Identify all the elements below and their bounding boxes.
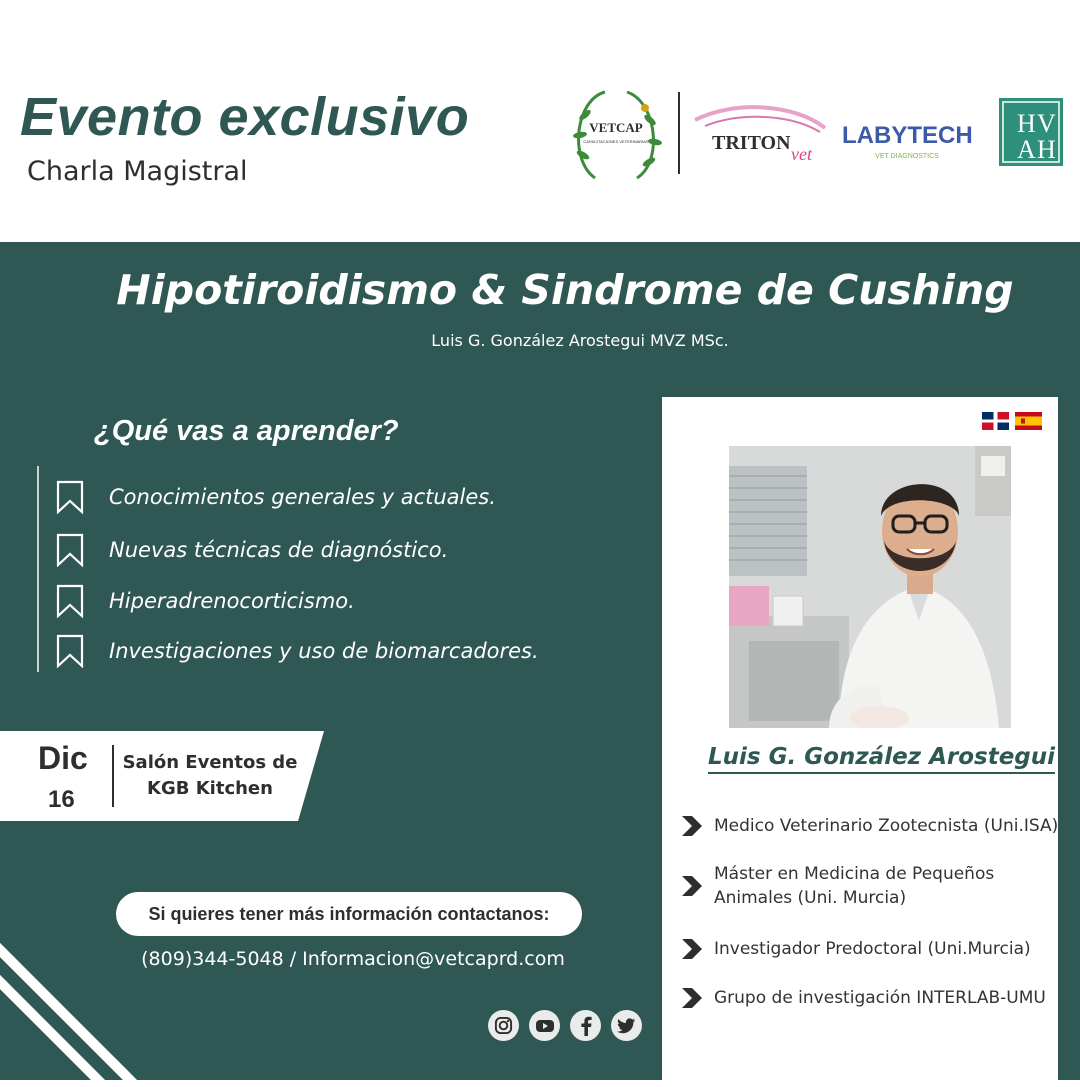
speaker-name: Luis G. González Arostegui — [708, 744, 1055, 774]
venue: Salón Eventos de KGB Kitchen — [122, 752, 298, 799]
language-flags — [982, 412, 1042, 430]
bookmark-icon — [55, 533, 85, 567]
date-divider — [112, 745, 114, 807]
contact-details[interactable]: (809)344-5048 / Informacion@vetcaprd.com — [141, 948, 565, 970]
list-item — [55, 477, 496, 517]
svg-text:A: A — [1017, 135, 1036, 164]
vetcap-text: VETCAP — [589, 120, 643, 135]
sponsor-logos — [565, 80, 1075, 190]
youtube-icon[interactable] — [529, 1010, 560, 1041]
credential-item — [680, 862, 1020, 910]
dominican-flag-icon — [982, 412, 1009, 430]
bookmark-icon — [55, 480, 85, 514]
triton-text: TRITON — [712, 132, 791, 154]
contact-prompt: Si quieres tener más información contactanos: — [116, 892, 582, 936]
page-title: Evento exclusivo — [20, 87, 470, 147]
date-day: 16 — [48, 786, 75, 813]
labytech-tag: VET DIAGNOSTICS — [875, 153, 939, 160]
learn-heading: ¿Qué vas a aprender? — [94, 415, 399, 447]
learn-item-text: Conocimientos generales y actuales. — [109, 485, 496, 509]
labytech-text: LABYTECH — [842, 122, 973, 149]
hvah-logo — [999, 98, 1063, 166]
svg-text:H: H — [1037, 135, 1056, 164]
triton-logo — [695, 107, 825, 164]
list-item — [55, 581, 355, 621]
facebook-icon[interactable] — [570, 1010, 601, 1041]
chevron-right-icon — [680, 814, 706, 838]
svg-text:V: V — [1037, 109, 1056, 138]
labytech-logo — [842, 122, 973, 160]
list-item — [55, 631, 539, 671]
spain-flag-icon — [1015, 412, 1042, 430]
vetcap-tag: CAPACITACIONES VETERINARIAS — [583, 139, 649, 144]
svg-text:H: H — [1017, 109, 1036, 138]
credential-text: Máster en Medicina de Pequeños Animales (Uni. Murcia) — [714, 864, 995, 908]
twitter-icon[interactable] — [611, 1010, 642, 1041]
list-item — [55, 530, 448, 570]
chevron-right-icon — [680, 874, 706, 898]
page-subtitle: Charla Magistral — [27, 156, 248, 187]
chevron-right-icon — [680, 986, 706, 1010]
date-month: Dic — [38, 740, 88, 776]
learn-item-text: Investigaciones y uso de biomarcadores. — [109, 639, 539, 663]
social-links — [488, 1010, 642, 1041]
credential-item — [680, 986, 1046, 1010]
chevron-right-icon — [680, 937, 706, 961]
decorative-stripes — [0, 920, 170, 1080]
talk-title: Hipotiroidismo & Sindrome de Cushing — [116, 266, 1014, 314]
speaker-line: Luis G. González Arostegui MVZ MSc. — [431, 331, 729, 350]
learn-rail — [37, 466, 39, 672]
vetcap-logo — [573, 92, 663, 178]
instagram-icon[interactable] — [488, 1010, 519, 1041]
credential-text: Medico Veterinario Zootecnista (Uni.ISA) — [714, 816, 1059, 836]
learn-item-text: Hiperadrenocorticismo. — [109, 589, 355, 613]
bookmark-icon — [55, 584, 85, 618]
triton-suffix: vet — [791, 144, 812, 164]
learn-item-text: Nuevas técnicas de diagnóstico. — [109, 538, 449, 562]
bookmark-icon — [55, 634, 85, 668]
credential-text: Grupo de investigación INTERLAB-UMU — [714, 988, 1046, 1008]
speaker-photo — [729, 446, 1011, 728]
credential-text: Investigador Predoctoral (Uni.Murcia) — [714, 939, 1031, 959]
credential-item — [680, 814, 1058, 838]
credential-item — [680, 937, 1031, 961]
